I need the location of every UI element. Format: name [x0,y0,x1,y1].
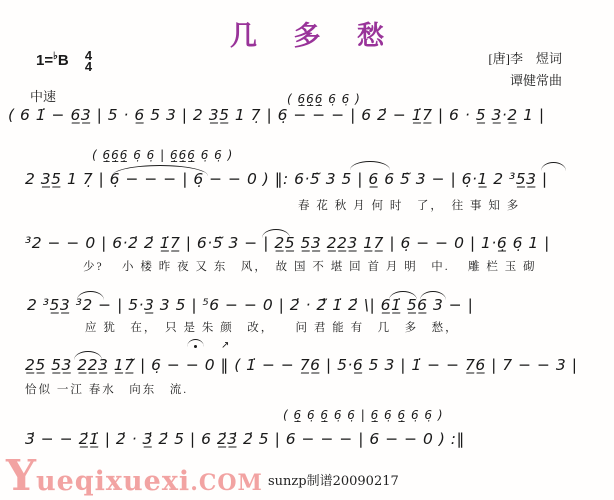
key-letter: B [57,51,69,69]
flat-sign-icon: ♭ [53,50,58,62]
notes-row-5: 2̲5̲ 5̲3̲ 2̲2̲3̲ 1̲7̲̃ | 6̣ − − 0 ‖ ( 1̇ − − 7̲6̲ | 5·6̲ 5 3 | 1̇ − − 7̲6̲ | 7 − − 3 | [25,356,578,374]
ornament-row-1: ( 6̲̣6̲̣6̲̣ 6̣ 6̣ ) [287,92,361,106]
notes-row-6: 3̇ − − 2̲̇1̲̇ | 2̇ · 3̲̇ 2̇ 5 | 6 2̲̇3̲̇ 2̇ 5 | 6 − − − | 6 − − 0 ) :‖ [25,430,465,448]
credit-text: sunzp制谱20090217 [268,474,399,489]
lyrics-row-5: 恰似 一江 春水 向东 流. [25,384,189,396]
author-credits [488,48,562,92]
ornament-row-2: ( 6̲̣6̲̣6̲̣ 6̣ 6̣ | 6̲̣6̲̣6̲̣ 6̣ 6̣ ) [92,148,234,162]
slur-arc [389,291,417,300]
page-title: 几 多 愁 [230,21,399,51]
notes-row-2: 2 3̲5̲ 1 7̣ | 6̣ − − − | 6̣ − − 0 ) ‖: 6·5̃ 3 5 | 6̲ 6 5̃ 3 − | 6̣·1̲ 2 ³5̲3̲ | [25,170,548,188]
fermata-dot [194,345,197,348]
slur-arc [74,351,102,360]
watermark-initial: Y [6,451,36,500]
key-signature [36,50,92,72]
lyrics-row-3: 少? 小 楼 昨 夜 又 东 风， 故 国 不 堪 回 首 月 明 中. 雕 栏 玉 砌 [83,261,537,273]
slur-arc [77,291,104,300]
time-signature-top: 4 [84,48,93,63]
lyrics-row-4: 应 犹 在， 只 是 朱 颜 改， 问 君 能 有 几 多 愁， [85,322,459,334]
key-prefix: 1= [36,51,54,69]
notes-row-1: ( 6 1̇ − 6̲3̲ | 5 · 6̲ 5 3 | 2 3̲5̲ 1 7̣ | 6̣ − − − | 6 2̇ − 1̲̇7̲ | 6 · 5̲ 3̲·2̲ 1 | [8,106,545,124]
time-signature [85,50,92,72]
lyricist-credit: [唐]李 煜词 [488,51,562,66]
notes-row-3: ³2 − − 0 | 6·2̇ 2̇ 1̲̇7̲ | 6·5̃ 3 − | 2̲5̲ 5̲3̲ 2̲2̲3̲ 1̲7̲ | 6̣ − − 0 | 1·6̲̣ 6̣ 1 | [25,234,550,252]
lyrics-row-2: 春 花 秋 月 何 时 了， 往 事 知 多 [298,200,521,212]
watermark-suffix: .COM [190,470,263,496]
watermark-rest: ueqixuexi [35,466,191,497]
watermark [6,451,263,500]
slur-arc [420,291,446,300]
composer-credit: 谭健常曲 [509,73,562,88]
time-signature-bottom: 4 [84,59,93,74]
slur-arc [262,229,290,238]
slur-arc [541,162,566,171]
slur-arc [350,161,390,170]
notes-row-4: 2 ³5̲3̲ ³2 − | 5·3̲ 3 5 | ⁵6 − − 0 | 2̇ · 2̇̃ 1̇ 2̇ \| 6̲1̲̇ 5̲6̲ 3 − | [27,296,474,314]
tempo-marking: 中速 [30,89,57,104]
ornament-row-6: ( 6̲̣ 6̣ 6̲̣ 6̣ 6̣ | 6̲̣ 6̣ 6̲̣ 6̣ 6̣ ) [283,408,444,422]
slide-up-icon: ↗ [221,340,230,351]
